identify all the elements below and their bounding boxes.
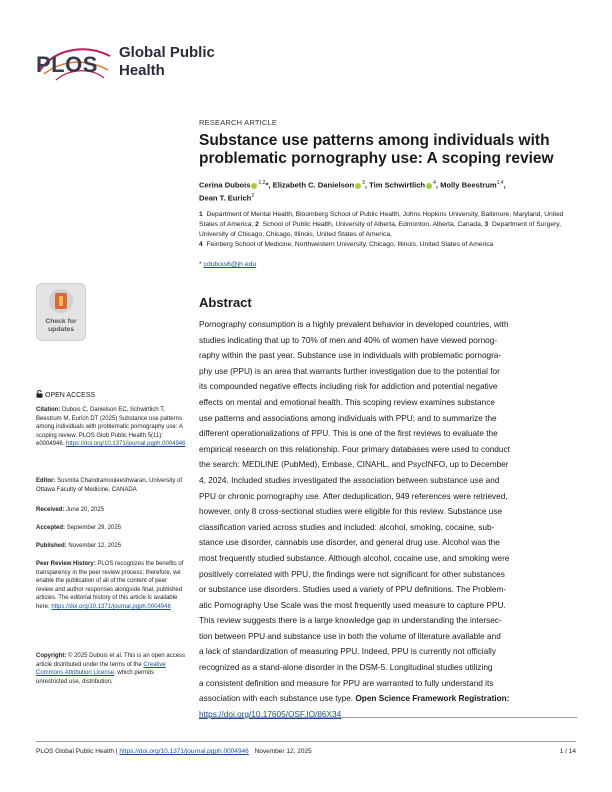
- abstract-divider: [199, 717, 577, 718]
- page-number: 1 / 14: [559, 748, 576, 755]
- journal-logo[interactable]: [36, 38, 236, 88]
- abstract-line: classification varied across studies and included: alcohol, smoking, cocaine, sub-: [199, 522, 495, 532]
- author-name[interactable]: Tim Schwirtlich: [369, 180, 426, 190]
- accepted-date: Accepted: September 29, 2025: [36, 525, 122, 531]
- received-date: Received: June 20, 2025: [36, 507, 105, 513]
- author-name[interactable]: Molly Beestrum: [440, 180, 497, 190]
- abstract-line: 4, 2024. Included studies investigated the association between substance use and: [199, 475, 500, 485]
- check-for-updates-button[interactable]: Check for updates: [36, 283, 86, 341]
- abstract-line: Pornography consumption is a highly prevalent behavior in developed countries, with: [199, 320, 509, 329]
- peer-review-history: Peer Review History: PLOS recognizes the benefits of transparency in the peer review process; therefore, we enable the publication of all of the content of peer review and author responses alongside final, published articles. The editorial history of this article is available here: https://doi.org/10.1371/journal.pgph.0004946: [36, 561, 184, 610]
- abstract-line: its compounded negative effects including risk for addiction and potential negative: [199, 382, 498, 392]
- open-lock-icon: [36, 390, 43, 398]
- osf-registration-link[interactable]: https://doi.org/10.17605/OSF.IO/86X34: [199, 709, 342, 719]
- journal-name: Global Public Health: [119, 44, 215, 79]
- abstract-line: however, only 8 cross-sectional studies were eligible for this review. Substance use: [199, 507, 503, 517]
- abstract-body: Pornography consumption is a highly prevalent behavior in developed countries, with studies indicating that up to 70% of men and 40% of women have viewed pornog- raphy within the past year. Substance use in individuals with problematic pornogra- phy use (PPU) is an area that warrants further investigation due to the potential for its compounded negative effects including risk for addiction and potential negative effects on mental and emotional health. This scoping review examines substance use patterns and associations among individuals with PPU; and to summarize the different operationalizations of PPU. This is one of the first reviews to evaluate the empirical research on this relationship. Four primary databases were used to conduct the search: MEDLINE (PubMed), Embase, CINAHL, and PsycINFO, up to December 4, 2024. Included studies investigated the association between substance use and PPU or chronic pornography use. After deduplication, 949 references were retrieved, however, only 8 cross-sectional studies were eligible for this review. Substance use classification varied across studies and included: alcohol, smoking, cocaine, sub- stance use disorder, cannabis use disorder, and general drug use. Alcohol was the most frequently studied substance. Although alcohol, cocaine use, and smoking were positively correlated with PPU, the findings were not significant for other substances or substance use disorders. Studies used a variety of PPU definitions. The Problem- atic Pornography Use Scale was the most frequently used measure to capture PPU. This review suggests there is a large knowledge gap in understanding the intersec- tion between PPU and substance use in both the volume of literature available and a lack of standardization of measuring PPU. Indeed, PPU is currently not officially recognized as a stand-alone disorder in the DSM-5. Longitudinal studies utilizing a consistent definition and measure for PPU are warranted to fully understand its association with each substance use type. Open Science Framework Registration: https://doi.org/10.17605/OSF.IO/86X34: [199, 317, 577, 722]
- abstract-line: most frequently studied substance. Although alcohol, cocaine use, and smoking were: [199, 553, 510, 563]
- orcid-icon[interactable]: [355, 183, 361, 189]
- abstract-line: atic Pornography Use Scale was the most frequently used measure to capture PPU.: [199, 600, 506, 610]
- abstract-line: This review suggests there is a large knowledge gap in understanding the intersec-: [199, 616, 502, 626]
- author-list: Cerina Dubois $^{1,2}$*, Elizabeth C. Danielson $^3$, Tim Schwirtlich $^4$, Molly Beestrum$^{1,4}$, Dean T. Eurich$^2$: [199, 180, 506, 203]
- abstract-line: effects on mental and emotional health. This scoping review examines substance: [199, 397, 495, 407]
- corresponding-author: * cdubois6@jh.edu: [199, 261, 257, 268]
- author-name[interactable]: Dean T. Eurich: [199, 193, 252, 203]
- citation: Citation: Dubois C, Danielson EC, Schwirtlich T, Beestrum M, Eurich DT (2025) Substance use patterns among individuals with problematic pornography use: A scoping review. PLOS Glob Public Health 5(11): e0004946. https://doi.org/10.1371/journal.pgph.0004946: [36, 407, 186, 448]
- abstract-line: positively correlated with PPU, the findings were not significant for other substances: [199, 569, 505, 579]
- footer-divider: [36, 741, 576, 742]
- footer-citation: PLOS Global Public Health | https://doi.org/10.1371/journal.pgph.0004946 November 12, 2025: [36, 748, 312, 755]
- citation-doi-link[interactable]: https://doi.org/10.1371/journal.pgph.0004946: [66, 441, 186, 448]
- article-type: RESEARCH ARTICLE: [199, 118, 278, 127]
- abstract-line: use patterns and associations among individuals with PPU; and to summarize the: [199, 413, 497, 423]
- peer-review-doi-link[interactable]: https://doi.org/10.1371/journal.pgph.0004946: [51, 603, 171, 610]
- abstract-line: tion between PPU and substance use in both the volume of literature available and: [199, 631, 501, 641]
- abstract-line: studies indicating that up to 70% of men and 40% of women have viewed pornog-: [199, 335, 498, 345]
- abstract-line: a lack of standardization of measuring PPU. Indeed, PPU is currently not officially: [199, 647, 496, 657]
- license-link[interactable]: Creative Commons Attribution License: [36, 661, 166, 677]
- abstract-line: PPU or chronic pornography use. After deduplication, 949 references were retrieved,: [199, 491, 508, 501]
- footer-doi-link[interactable]: https://doi.org/10.1371/journal.pgph.0004946: [119, 748, 249, 755]
- abstract-line: recognized as a stand-alone disorder in the DSM-5. Longitudinal studies utilizing: [199, 663, 493, 673]
- abstract-heading: Abstract: [199, 295, 252, 310]
- affiliation: 1 Department of Mental Health, Bloomberg School of Public Health, Johns Hopkins University, Baltimore, Maryland, United States of America,: [199, 211, 564, 228]
- article-title: Substance use patterns among individuals with problematic pornography use: A scoping review: [199, 132, 554, 167]
- orcid-icon[interactable]: [426, 183, 432, 189]
- open-access-label: OPEN ACCESS: [36, 390, 95, 399]
- copyright: Copyright: © 2025 Dubois et al. This is an open access article distributed under the terms of the Creative Commons Attribution License, which permits unrestricted use, distribution,: [36, 653, 186, 685]
- abstract-line: the search: MEDLINE (PubMed), Embase, CINAHL, and PsycINFO, up to December: [199, 460, 509, 470]
- journal-brand: PLOS: [36, 52, 98, 77]
- affiliation: 2 School of Public Health, University of Alberta, Edmonton, Alberta, Canada,: [255, 221, 483, 228]
- orcid-icon[interactable]: [251, 183, 257, 189]
- published-date: Published: November 12, 2025: [36, 543, 122, 549]
- abstract-line: stance use disorder, cannabis use disorder, and general drug use. Alcohol was the: [199, 538, 500, 548]
- abstract-line: phy use (PPU) is an area that warrants further investigation due to the potential for: [199, 366, 500, 376]
- abstract-line: empirical research on this relationship. Four primary databases were used to conduct: [199, 444, 510, 454]
- abstract-line: a consistent definition and measure for PPU are warranted to fully understand its: [199, 678, 494, 688]
- email-link[interactable]: cdubois6@jh.edu: [203, 261, 257, 268]
- affiliation: 4 Feinberg School of Medicine, Northwestern University, Chicago, Illinois, United States of America: [199, 241, 494, 248]
- author-name[interactable]: Elizabeth C. Danielson: [272, 180, 355, 190]
- abstract-line: or substance use disorders. Studies used a variety of PPU definitions. The Problem-: [199, 585, 507, 595]
- abstract-line: raphy within the past year. Substance use in individuals with problematic pornogra-: [199, 351, 502, 361]
- abstract-line: different operationalizations of PPU. This is one of the first reviews to evaluate the: [199, 429, 498, 439]
- author-name[interactable]: Cerina Dubois: [199, 180, 251, 190]
- affiliations: [199, 210, 579, 250]
- affiliation: 3 Department of Surgery, University of Chicago, Chicago, Illinois, United States of America,: [199, 221, 561, 238]
- editor: Editor: Susmita Chandramouleeshwaran, University of Ottawa Faculty of Medicine, CANADA: [36, 478, 183, 493]
